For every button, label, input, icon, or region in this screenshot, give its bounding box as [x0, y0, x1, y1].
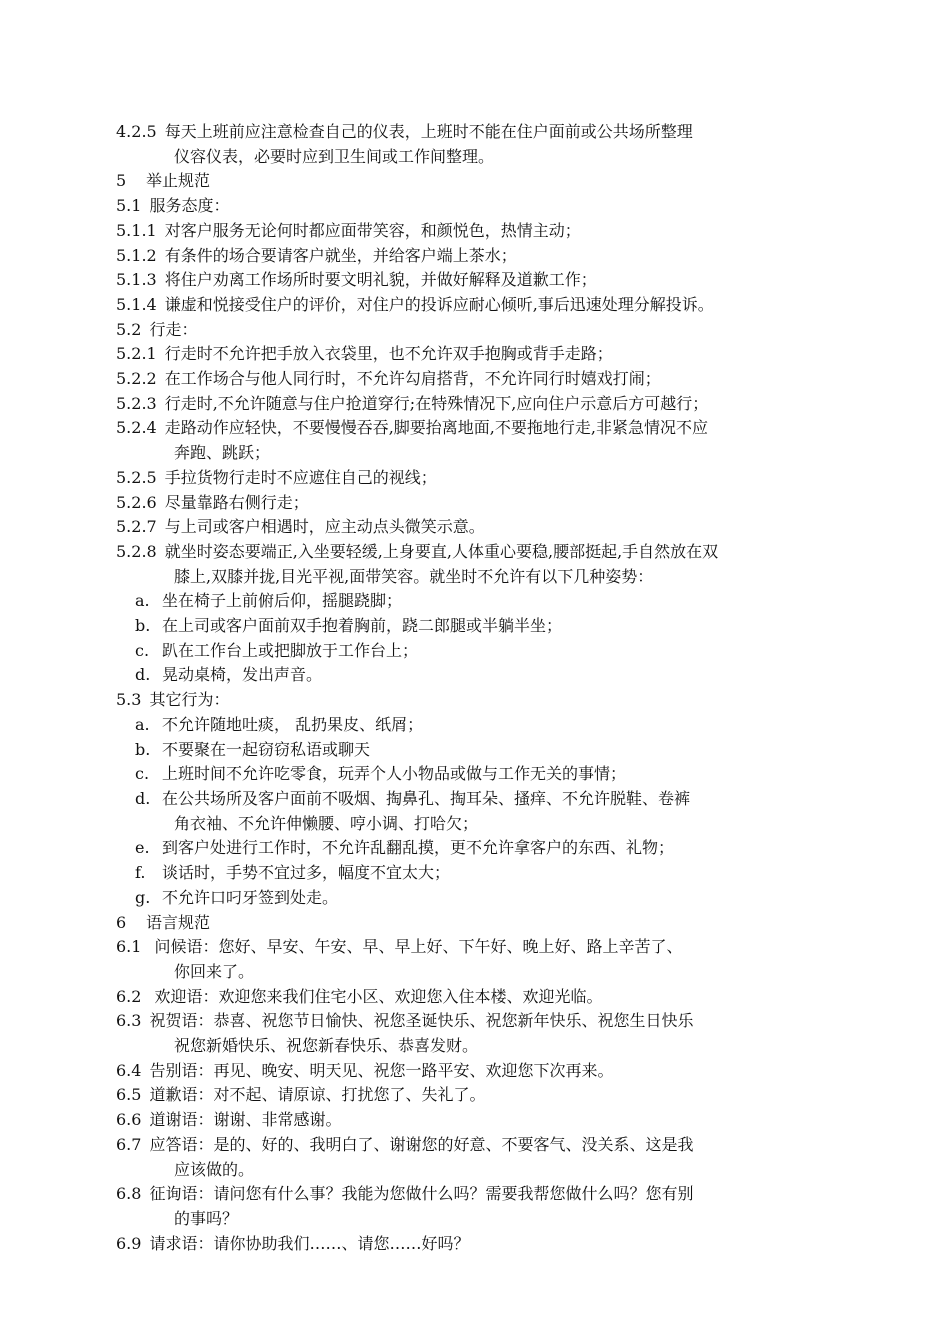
sub-list-item	[116, 639, 836, 664]
clause-text: 坐在椅子上前俯后仰，摇腿跷脚；	[162, 591, 403, 611]
clause-number: 5.2.4	[116, 418, 157, 438]
clause-number: 5.2.2	[116, 369, 157, 389]
sub-list-item	[116, 713, 836, 738]
clause-item	[116, 392, 836, 417]
clause-text: 不允许随地吐痰， 乱扔果皮、纸屑；	[162, 714, 424, 734]
clause-number: 5.2.5	[116, 467, 157, 487]
clause-text: 手拉货物行走时不应遮住自己的视线；	[164, 467, 437, 487]
clause-text: 将住户劝离工作场所时要文明礼貌，并做好解释及道歉工作；	[164, 270, 597, 290]
clause-text: 尽量靠路右侧行走；	[164, 492, 309, 512]
clause-text: 不要聚在一起窃窃私语或聊天	[162, 739, 371, 759]
clause-item	[116, 1182, 836, 1207]
clause-item	[116, 491, 836, 516]
clause-text: 不允许口叼牙签到处走。	[162, 887, 339, 907]
clause-text: 举止规范	[146, 171, 211, 191]
document-body	[116, 120, 836, 1256]
clause-text: 在工作场合与他人同行时，不允许勾肩搭背，不允许同行时嬉戏打闹；	[164, 369, 661, 389]
clause-number: 5.2.3	[116, 393, 157, 413]
clause-text: 与上司或客户相遇时，应主动点头微笑示意。	[164, 517, 485, 537]
clause-item	[116, 342, 836, 367]
clause-number: 6.7	[116, 1134, 142, 1154]
clause-text: 晃动桌椅，发出声音。	[162, 665, 323, 685]
clause-number: 5.3	[116, 690, 142, 710]
clause-number: 6.3	[116, 1011, 142, 1031]
clause-item	[116, 1232, 836, 1257]
clause-number: 5.2.1	[116, 344, 157, 364]
clause-number: c.	[135, 640, 150, 660]
clause-number: g.	[135, 887, 151, 907]
clause-number: 6.8	[116, 1184, 142, 1204]
clause-number: 5.1.1	[116, 220, 157, 240]
clause-item	[116, 1059, 836, 1084]
clause-item	[116, 1108, 836, 1133]
clause-number: 5.2	[116, 319, 142, 339]
clause-number: 5.1	[116, 196, 142, 216]
clause-number: b.	[135, 739, 151, 759]
clause-text: 道歉语：对不起、请原谅、打扰您了、失礼了。	[149, 1085, 486, 1105]
clause-item	[116, 985, 836, 1010]
clause-text: 欢迎语：欢迎您来我们住宅小区、欢迎您入住本楼、欢迎光临。	[149, 986, 603, 1006]
clause-continuation: 祝您新婚快乐、祝您新春快乐、恭喜发财。	[174, 1036, 479, 1056]
clause-text: 其它行为：	[149, 690, 230, 710]
clause-item	[116, 416, 836, 441]
clause-number: b.	[135, 616, 151, 636]
clause-text: 对客户服务无论何时都应面带笑容，和颜悦色，热情主动；	[164, 220, 581, 240]
clause-text: 上班时间不允许吃零食，玩弄个人小物品或做与工作无关的事情；	[162, 764, 627, 784]
clause-number: d.	[135, 788, 151, 808]
sub-list-item	[116, 787, 836, 812]
clause-continuation: 角衣袖、不允许伸懒腰、哼小调、打哈欠；	[174, 813, 479, 833]
clause-text: 应答语：是的、好的、我明白了、谢谢您的好意、不要客气、没关系、这是我	[149, 1134, 694, 1154]
clause-number: 6	[116, 912, 127, 932]
clause-number: 5	[116, 171, 127, 191]
clause-item	[116, 1009, 836, 1034]
clause-item	[116, 244, 836, 269]
clause-number: 6.2	[116, 986, 142, 1006]
clause-continuation: 你回来了。	[174, 961, 255, 981]
clause-text: 行走：	[149, 319, 198, 339]
clause-continuation: 仪容仪表，必要时应到卫生间或工作间整理。	[174, 146, 495, 166]
clause-text: 到客户处进行工作时，不允许乱翻乱摸，更不允许拿客户的东西、礼物；	[162, 838, 675, 858]
clause-item	[116, 367, 836, 392]
sub-list-item	[116, 836, 836, 861]
clause-number: 5.1.2	[116, 245, 157, 265]
clause-text: 就坐时姿态要端正,入坐要轻缓,上身要直,人体重心要稳,腰部挺起,手自然放在双	[164, 541, 719, 561]
section-heading	[116, 911, 836, 936]
clause-text: 祝贺语：恭喜、祝您节日愉快、祝您圣诞快乐、祝您新年快乐、祝您生日快乐	[149, 1011, 694, 1031]
clause-number: 5.2.8	[116, 541, 157, 561]
clause-text: 在公共场所及客户面前不吸烟、掏鼻孔、掏耳朵、搔痒、不允许脱鞋、卷裤	[162, 788, 691, 808]
clause-number: 5.2.6	[116, 492, 157, 512]
clause-number: a.	[135, 714, 150, 734]
clause-item	[116, 935, 836, 960]
clause-text: 请求语：请你协助我们……、请您……好吗？	[149, 1233, 470, 1253]
clause-number: e.	[135, 838, 150, 858]
clause-item	[116, 318, 836, 343]
clause-number: a.	[135, 591, 150, 611]
clause-text: 走路动作应轻快，不要慢慢吞吞,脚要抬离地面,不要拖地行走,非紧急情况不应	[164, 418, 708, 438]
clause-number: 6.4	[116, 1060, 142, 1080]
clause-text: 有条件的场合要请客户就坐，并给客户端上茶水；	[164, 245, 517, 265]
clause-item	[116, 268, 836, 293]
clause-text: 谦虚和悦接受住户的评价，对住户的投诉应耐心倾听,事后迅速处理分解投诉。	[164, 294, 714, 314]
clause-number: f.	[135, 863, 146, 883]
clause-item	[116, 194, 836, 219]
clause-item	[116, 219, 836, 244]
clause-number: 6.1	[116, 937, 142, 957]
section-heading	[116, 169, 836, 194]
clause-number: 5.1.3	[116, 270, 157, 290]
clause-number: 6.9	[116, 1233, 142, 1253]
clause-number: 5.1.4	[116, 294, 157, 314]
clause-text: 征询语：请问您有什么事？我能为您做什么吗？需要我帮您做什么吗？您有别	[149, 1184, 694, 1204]
sub-list-item	[116, 738, 836, 763]
sub-list-item	[116, 614, 836, 639]
clause-item	[116, 1083, 836, 1108]
sub-list-item	[116, 589, 836, 614]
clause-text: 谈话时，手势不宜过多，幅度不宜太大；	[162, 863, 451, 883]
clause-item	[116, 120, 836, 145]
clause-text: 行走时不允许把手放入衣袋里，也不允许双手抱胸或背手走路；	[164, 344, 613, 364]
clause-text: 行走时,不允许随意与住户抢道穿行;在特殊情况下,应向住户示意后方可越行；	[164, 393, 709, 413]
clause-text: 趴在工作台上或把脚放于工作台上；	[162, 640, 419, 660]
clause-item	[116, 515, 836, 540]
clause-item	[116, 540, 836, 565]
clause-text: 问候语：您好、早安、午安、早、早上好、下午好、晚上好、路上辛苦了、	[149, 937, 683, 957]
clause-number: c.	[135, 764, 150, 784]
clause-text: 每天上班前应注意检查自己的仪表，上班时不能在住户面前或公共场所整理	[164, 122, 693, 141]
clause-continuation: 膝上,双膝并拢,目光平视,面带笑容。就坐时不允许有以下几种姿势：	[174, 566, 654, 586]
sub-list-item	[116, 663, 836, 688]
clause-item	[116, 688, 836, 713]
clause-item	[116, 466, 836, 491]
clause-continuation: 应该做的。	[174, 1159, 255, 1179]
clause-number: 6.5	[116, 1085, 142, 1105]
clause-text: 告别语：再见、晚安、明天见、祝您一路平安、欢迎您下次再来。	[149, 1060, 614, 1080]
clause-continuation: 奔跑、跳跃；	[174, 443, 271, 463]
clause-text: 语言规范	[146, 912, 211, 932]
clause-number: 5.2.7	[116, 517, 157, 537]
clause-item	[116, 1133, 836, 1158]
sub-list-item	[116, 886, 836, 911]
sub-list-item	[116, 762, 836, 787]
clause-number: 4.2.5	[116, 122, 157, 141]
clause-text: 服务态度：	[149, 196, 230, 216]
clause-number: d.	[135, 665, 151, 685]
clause-item	[116, 293, 836, 318]
clause-text: 在上司或客户面前双手抱着胸前，跷二郎腿或半躺半坐；	[162, 616, 563, 636]
clause-text: 道谢语：谢谢、非常感谢。	[149, 1110, 342, 1130]
clause-number: 6.6	[116, 1110, 142, 1130]
clause-continuation: 的事吗？	[174, 1208, 239, 1228]
sub-list-item	[116, 861, 836, 886]
